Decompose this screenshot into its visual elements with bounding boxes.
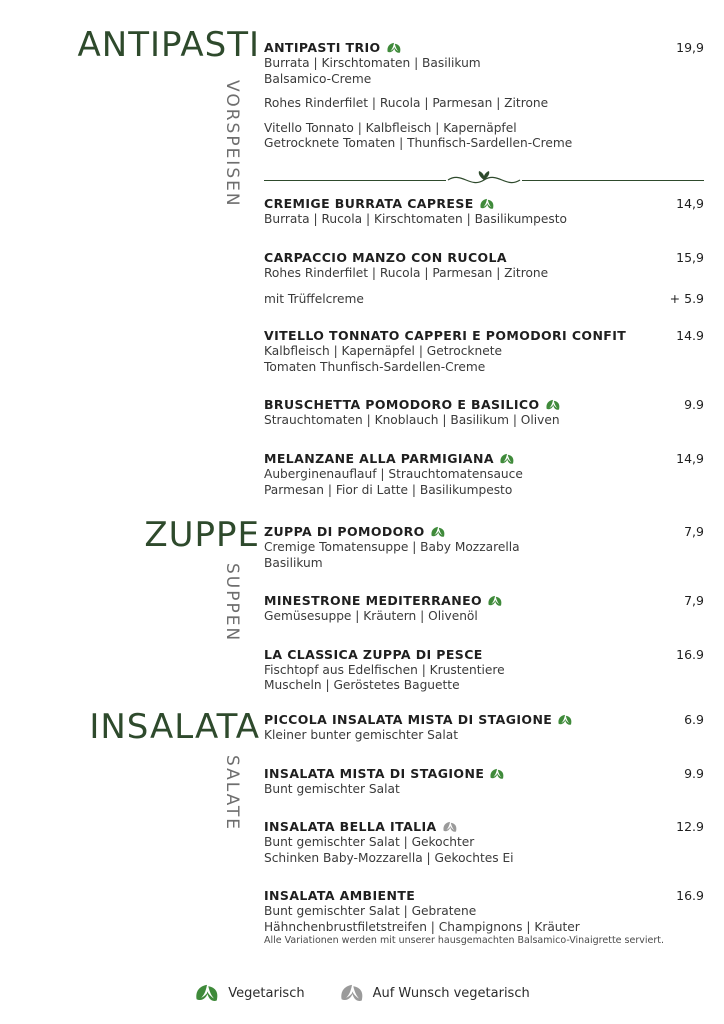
- menu-item-name: [264, 451, 515, 466]
- menu-item-desc: [264, 56, 664, 87]
- menu-item-desc-3: [264, 121, 664, 152]
- menu-item: [264, 397, 704, 429]
- leaf-gray-icon: [339, 983, 365, 1005]
- section-items-insalata: [264, 712, 704, 950]
- section-items-zuppe: [264, 524, 704, 708]
- menu-item: [264, 196, 704, 228]
- menu-item-name: [264, 647, 483, 662]
- menu-item-head: [264, 451, 704, 466]
- menu-item-name: [264, 766, 505, 781]
- menu-item-title: VITELLO TONNATO CAPPERI E POMODORI CONFIT: [264, 328, 627, 344]
- menu-item-head: [264, 196, 704, 211]
- desc-line: Muscheln | Geröstetes Baguette: [264, 678, 460, 693]
- menu-item-title: CREMIGE BURRATA CAPRESE: [264, 196, 474, 211]
- desc-line: Fischtopf aus Edelfischen | Krustentiere: [264, 662, 505, 677]
- section-header-zuppe: [20, 515, 260, 555]
- menu-item-name: [264, 819, 458, 834]
- menu-item-desc-2: [264, 96, 664, 112]
- desc-line: Gemüsesuppe | Kräutern | Olivenöl: [264, 609, 478, 624]
- menu-item: [264, 250, 704, 307]
- menu-item-name: [264, 712, 573, 727]
- menu-item-desc: [264, 467, 664, 498]
- desc-line: Bunt gemischter Salat: [264, 781, 400, 796]
- legend-entry-auf-wunsch-vegetarisch: [339, 982, 530, 1004]
- menu-item: [264, 819, 704, 866]
- menu-item-desc: [264, 540, 664, 571]
- menu-item-head: [264, 397, 704, 412]
- leaf-gray-icon: [442, 821, 458, 834]
- menu-item-price: 7,9: [684, 524, 704, 539]
- menu-item-desc: [264, 782, 664, 798]
- leaf-green-icon: [499, 453, 515, 466]
- menu-item-head: [264, 524, 704, 539]
- menu-item: [264, 766, 704, 798]
- desc-line: Hähnchenbrustfiletstreifen | Champignons | Kräuter: [264, 920, 580, 935]
- menu-item-name: [264, 397, 561, 412]
- menu-item-title: PICCOLA INSALATA MISTA DI STAGIONE: [264, 712, 553, 727]
- menu-item-head: [264, 40, 704, 55]
- menu-item-name: [264, 250, 507, 265]
- menu-item-title: INSALATA AMBIENTE: [264, 888, 416, 904]
- legend-entry-vegetarisch: [194, 982, 304, 1004]
- desc-line: Tomaten Thunfisch-Sardellen-Creme: [264, 359, 486, 374]
- menu-item-desc: [264, 835, 664, 866]
- menu-item-name: [264, 593, 503, 608]
- desc-line: Strauchtomaten | Knoblauch | Basilikum | Oliven: [264, 413, 560, 428]
- menu-item-desc: [264, 904, 664, 935]
- menu-item-desc: [264, 609, 664, 625]
- menu-item-title: BRUSCHETTA POMODORO E BASILICO: [264, 397, 540, 413]
- section-header-insalata: [20, 707, 260, 747]
- desc-line: Cremige Tomatensuppe | Baby Mozzarella: [264, 540, 520, 554]
- addon-price: + 5.9: [669, 291, 704, 307]
- menu-item-title: ZUPPA DI POMODORO: [264, 524, 425, 539]
- section-items-antipasti: [264, 40, 704, 166]
- desc-line: Balsamico-Creme: [264, 71, 372, 86]
- menu-item-name: [264, 888, 415, 903]
- section-title: ANTIPASTI: [77, 25, 260, 65]
- menu-item-head: [264, 328, 704, 343]
- section-subtitle-vorspeisen: VORSPEISEN: [222, 80, 242, 208]
- menu-item-price: 12.9: [676, 819, 704, 835]
- menu-item-name: [264, 524, 446, 539]
- menu-item-desc: [264, 344, 664, 375]
- desc-line: Getrocknete Tomaten | Thunfisch-Sardellen-Creme: [264, 136, 573, 151]
- menu-item-title: LA CLASSICA ZUPPA DI PESCE: [264, 646, 483, 662]
- leaf-green-icon: [430, 526, 446, 539]
- menu-item: [264, 593, 704, 625]
- menu-item: [264, 451, 704, 498]
- menu-item: [264, 328, 704, 375]
- menu-item-desc: [264, 212, 664, 228]
- desc-line: Rohes Rinderfilet | Rucola | Parmesan | Zitrone: [264, 96, 549, 111]
- menu-item-price: 9.9: [684, 765, 704, 781]
- leaf-green-icon: [489, 768, 505, 781]
- divider-ornament-icon: [444, 169, 524, 195]
- menu-item-name: [264, 40, 402, 55]
- menu-item-price: 7,9: [684, 593, 704, 609]
- footnote: Alle Variationen werden mit unserer hausgemachten Balsamico-Vinaigrette serviert.: [264, 935, 664, 946]
- desc-line: Auberginenauflauf | Strauchtomatensauce: [264, 467, 523, 482]
- menu-item-head: [264, 819, 704, 834]
- menu-item-title: CARPACCIO MANZO CON RUCOLA: [264, 249, 507, 265]
- menu-item: [264, 888, 704, 935]
- section-title: ZUPPE: [144, 515, 260, 555]
- section-divider: [264, 169, 704, 191]
- menu-item-desc: [264, 728, 664, 744]
- leaf-green-icon: [479, 198, 495, 211]
- menu-item-price: 6.9: [684, 712, 704, 727]
- menu-item-head: [264, 766, 704, 781]
- addon-label: mit Trüffelcreme: [264, 292, 364, 307]
- menu-item: [264, 712, 704, 744]
- menu-item-desc: [264, 663, 664, 694]
- divider-line-left: [264, 180, 446, 181]
- desc-line: Kleiner bunter gemischter Salat: [264, 728, 458, 742]
- legend: [0, 982, 724, 1004]
- section-items-antipasti-cont: [264, 196, 704, 512]
- menu-item-price: 16.9: [676, 888, 704, 904]
- section-header-antipasti: [20, 25, 260, 65]
- menu-item-head: [264, 888, 704, 903]
- menu-item-desc: [264, 266, 664, 282]
- desc-line: Vitello Tonnato | Kalbfleisch | Kapernäpfel: [264, 120, 517, 135]
- menu-item-title: INSALATA MISTA DI STAGIONE: [264, 765, 485, 781]
- menu-item-price: 14.9: [676, 328, 704, 344]
- desc-line: Rohes Rinderfilet | Rucola | Parmesan | Zitrone: [264, 265, 549, 280]
- leaf-green-icon: [386, 42, 402, 55]
- menu-item-addon: [264, 291, 704, 306]
- menu-item: [264, 40, 704, 152]
- menu-item-price: 16.9: [676, 646, 704, 662]
- menu-item-head: [264, 250, 704, 265]
- leaf-green-icon: [545, 399, 561, 412]
- menu-item-desc: [264, 413, 664, 429]
- desc-line: Burrata | Kirschtomaten | Basilikum: [264, 56, 481, 70]
- menu-item-title: INSALATA BELLA ITALIA: [264, 819, 437, 835]
- section-subtitle-suppen: SUPPEN: [222, 563, 242, 643]
- leaf-green-icon: [487, 595, 503, 608]
- menu-item-head: [264, 593, 704, 608]
- menu-item-price: 15,9: [676, 249, 704, 265]
- menu-item-head: [264, 712, 704, 727]
- menu-item-name: [264, 196, 495, 211]
- menu-item-price: 9.9: [684, 397, 704, 413]
- desc-line: Bunt gemischter Salat | Gekochter: [264, 835, 475, 850]
- menu-item-title: ANTIPASTI TRIO: [264, 40, 381, 55]
- desc-line: Basilikum: [264, 555, 323, 570]
- menu-item-price: 14,9: [676, 196, 704, 211]
- menu-item-title: MELANZANE ALLA PARMIGIANA: [264, 451, 494, 467]
- legend-label: Vegetarisch: [228, 985, 305, 1001]
- desc-line: Burrata | Rucola | Kirschtomaten | Basilikumpesto: [264, 212, 568, 226]
- desc-line: Bunt gemischter Salat | Gebratene: [264, 904, 477, 919]
- leaf-green-icon: [557, 714, 573, 727]
- divider-line-right: [522, 180, 704, 181]
- menu-item: [264, 524, 704, 571]
- menu-item: [264, 647, 704, 694]
- menu-item-name: [264, 328, 626, 343]
- section-subtitle-salate: SALATE: [222, 755, 242, 832]
- desc-line: Parmesan | Fior di Latte | Basilikumpesto: [264, 482, 513, 497]
- desc-line: Kalbfleisch | Kapernäpfel | Getrocknete: [264, 344, 502, 359]
- desc-line: Schinken Baby-Mozzarella | Gekochtes Ei: [264, 850, 514, 865]
- menu-item-head: [264, 647, 704, 662]
- section-title: INSALATA: [89, 707, 260, 747]
- menu-item-price: 19,9: [676, 40, 704, 55]
- leaf-green-icon: [194, 983, 220, 1005]
- menu-item-title: MINESTRONE MEDITERRANEO: [264, 593, 483, 609]
- legend-label: Auf Wunsch vegetarisch: [372, 985, 530, 1001]
- menu-item-price: 14,9: [676, 451, 704, 467]
